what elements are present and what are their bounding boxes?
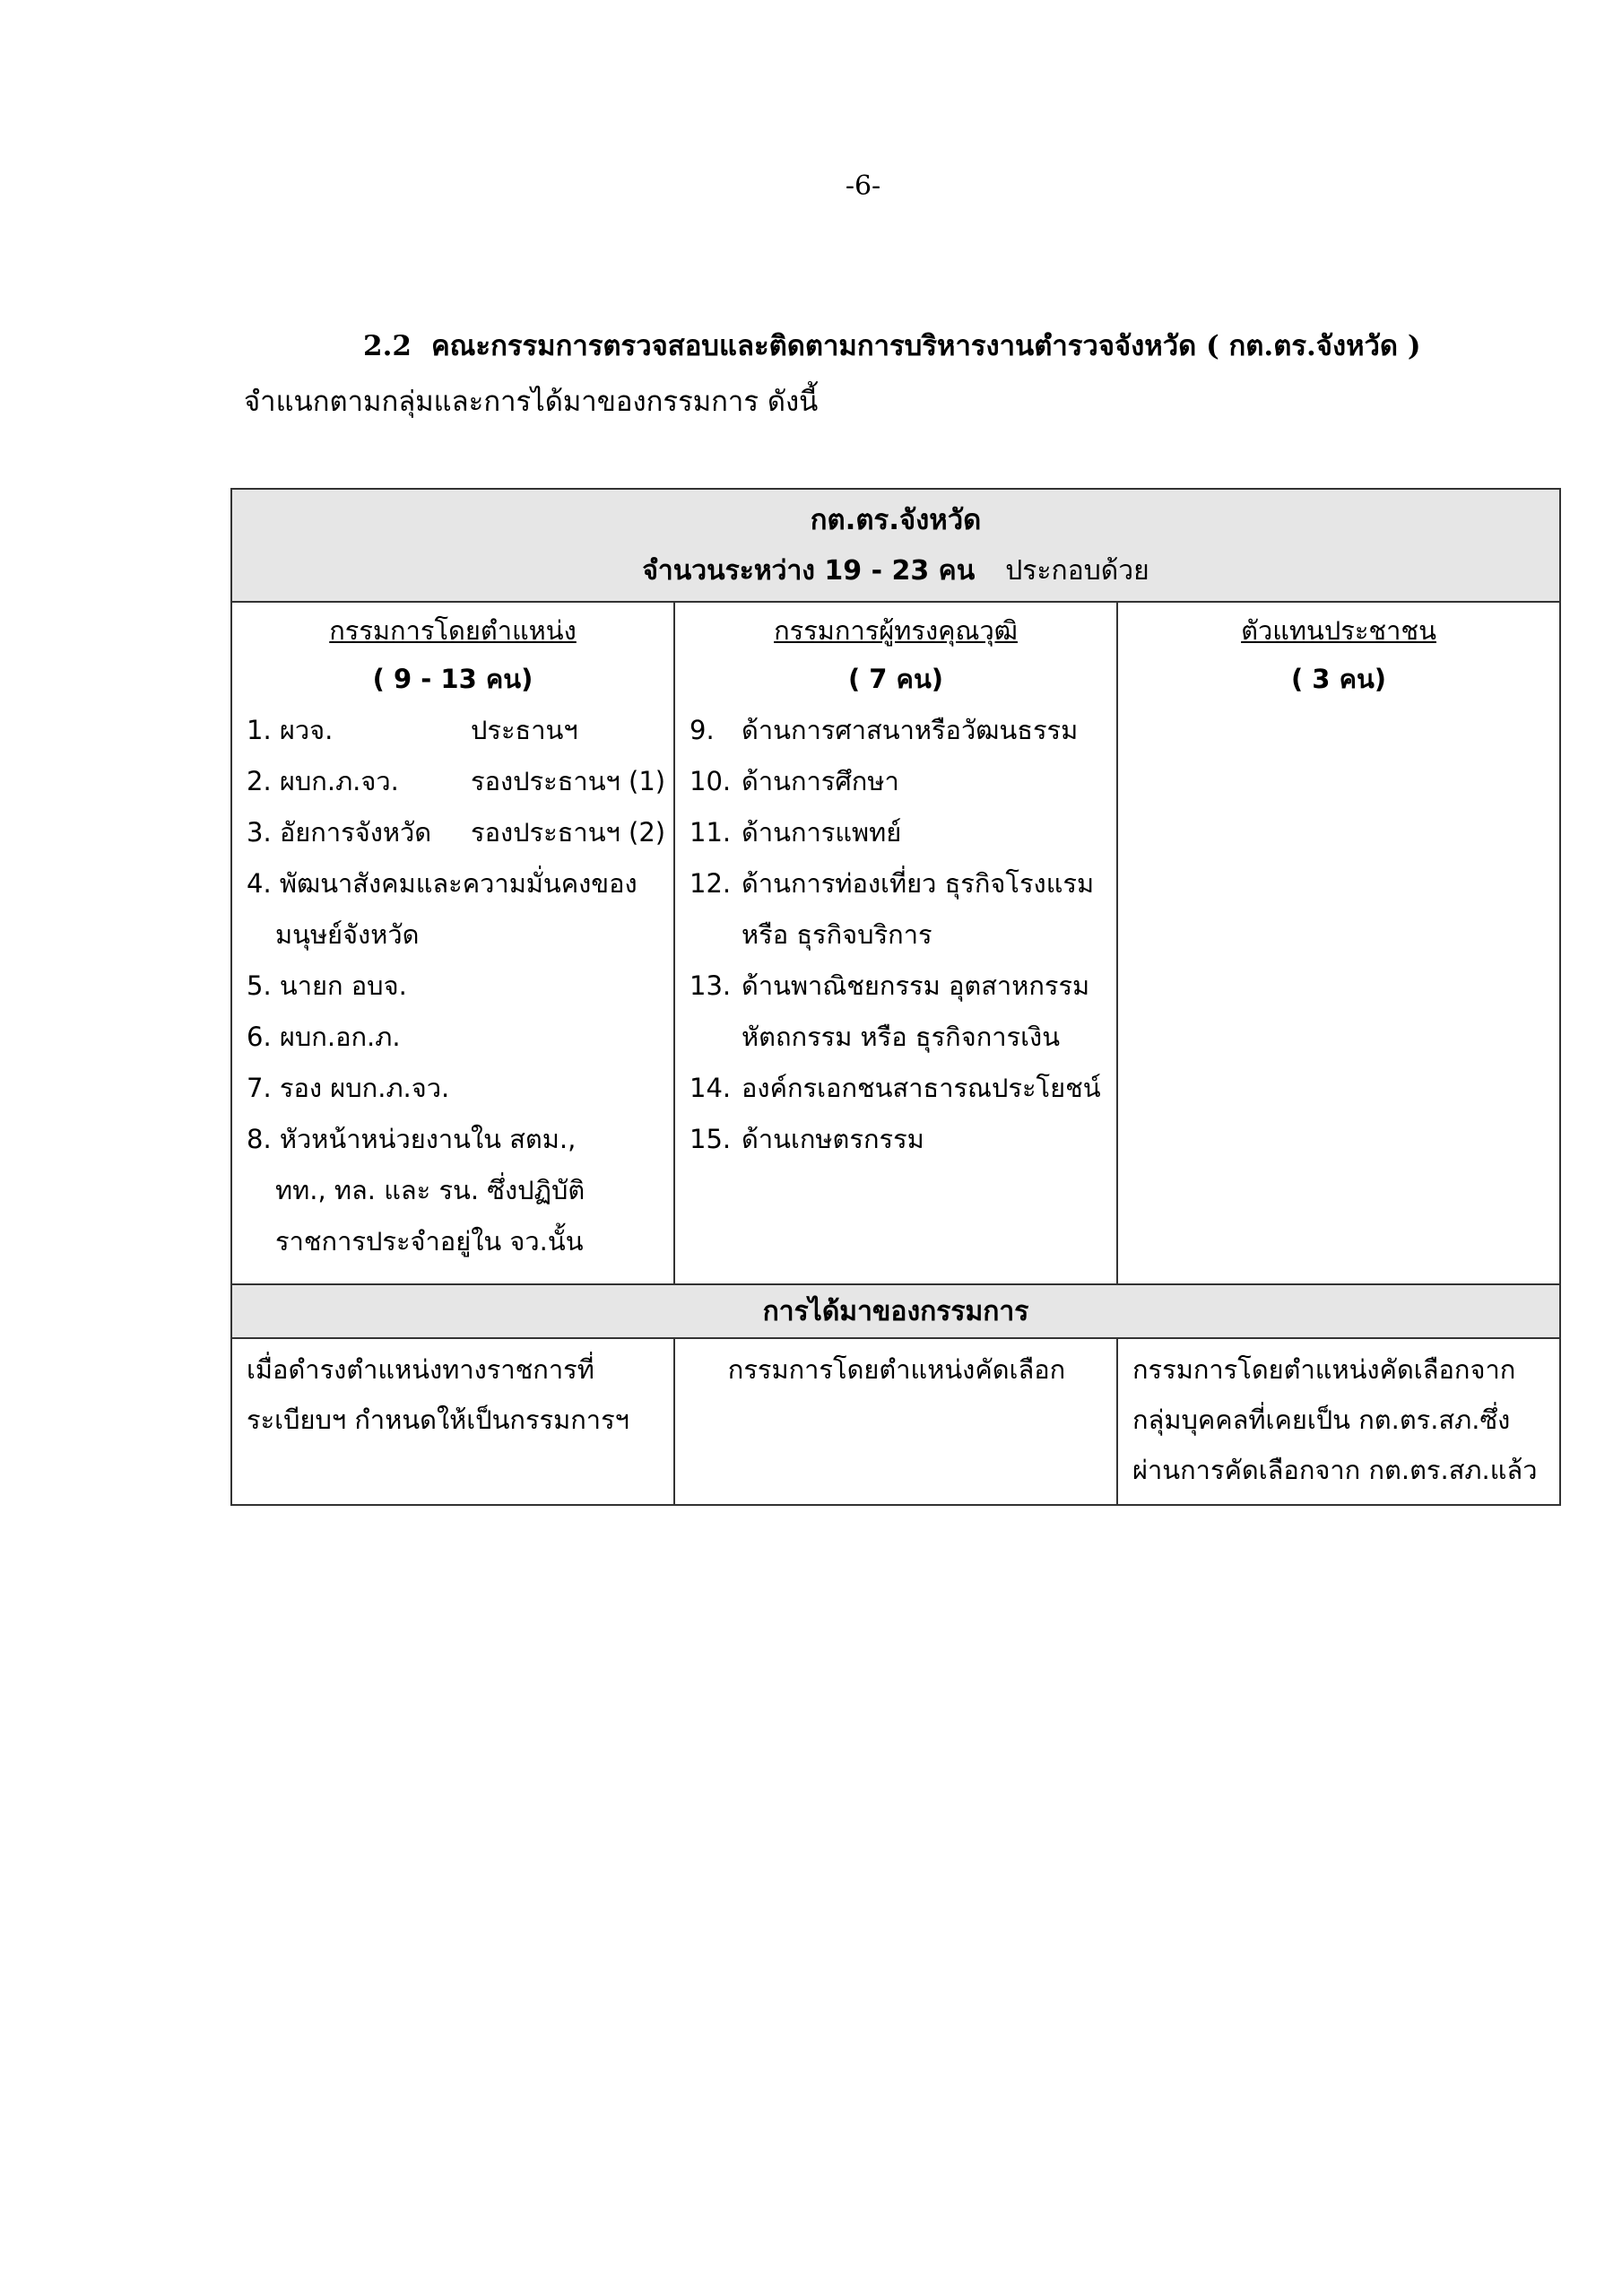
item-role: ประธานฯ (471, 715, 578, 745)
section-heading (363, 323, 1421, 368)
item-number: 1. (247, 715, 272, 745)
item-number: 14. (690, 1073, 732, 1103)
list-item (247, 1063, 673, 1114)
item-text: ด้านการท่องเที่ยว ธุรกิจโรงแรม (742, 868, 1095, 899)
list-item (247, 1114, 673, 1267)
column-header (675, 603, 1116, 705)
table-header (231, 489, 1560, 602)
column-ex-officio (231, 602, 674, 1284)
acquisition-text: กรรมการโดยตำแหน่งคัดเลือก (727, 1354, 1066, 1385)
column-qualified-experts (674, 602, 1117, 1284)
item-text: ผบก.ภ.จว. (279, 766, 399, 796)
item-number: 3. (247, 817, 272, 848)
item-number: 13. (690, 970, 732, 1001)
list-item (247, 1012, 673, 1063)
item-number: 6. (247, 1022, 272, 1052)
acquisition-text: เมื่อดำรงตำแหน่งทางราชการที่ (247, 1354, 594, 1385)
item-number: 5. (247, 970, 272, 1001)
item-text: ด้านการแพทย์ (742, 817, 902, 848)
member-count-range: จำนวนระหว่าง 19 - 23 คน (642, 555, 976, 587)
qualified-experts-list (675, 705, 1116, 1181)
list-item (247, 705, 673, 756)
list-item (247, 961, 673, 1012)
acquisition-public-representatives (1117, 1338, 1560, 1505)
list-item (690, 961, 1116, 1063)
item-number: 9. (690, 715, 715, 745)
column-header (232, 603, 673, 705)
section-number: 2.2 (363, 330, 412, 362)
member-count-suffix: ประกอบด้วย (1005, 555, 1149, 587)
acquisition-text: ผ่านการคัดเลือกจาก กต.ตร.สภ.แล้ว (1132, 1455, 1538, 1485)
acquisition-header: การได้มาของกรรมการ (231, 1284, 1560, 1338)
list-item (690, 705, 1116, 756)
item-continuation: มนุษย์จังหวัด (275, 919, 420, 950)
item-text: รอง ผบก.ภ.จว. (279, 1073, 450, 1103)
item-text: ด้านเกษตรกรรม (742, 1124, 924, 1154)
item-number: 10. (690, 766, 732, 796)
item-text: ด้านพาณิชยกรรม อุตสาหกรรม (742, 970, 1090, 1001)
item-role: รองประธานฯ (2) (471, 817, 666, 848)
acquisition-qualified-experts (674, 1338, 1117, 1505)
column-count: ( 7 คน) (847, 664, 944, 694)
page-number: -6- (845, 170, 881, 202)
column-count: ( 9 - 13 คน) (372, 664, 533, 694)
item-number: 2. (247, 766, 272, 796)
item-text: อัยการจังหวัด (279, 817, 432, 848)
column-count: ( 3 คน) (1290, 664, 1387, 694)
column-header (1118, 603, 1559, 705)
acquisition-text: ระเบียบฯ กำหนดให้เป็นกรรมการฯ (247, 1405, 629, 1435)
item-text: ผบก.อก.ภ. (279, 1022, 401, 1052)
item-text: ด้านการศึกษา (742, 766, 899, 796)
list-item (247, 756, 673, 807)
section-subtitle: จำแนกตามกลุ่มและการได้มาของกรรมการ ดังนี้ (244, 386, 819, 418)
acquisition-ex-officio (231, 1338, 674, 1505)
item-number: 11. (690, 817, 732, 848)
item-number: 15. (690, 1124, 732, 1154)
item-continuation: ราชการประจำอยู่ใน จว.นั้น (275, 1226, 584, 1257)
column-title: กรรมการผู้ทรงคุณวุฒิ (774, 615, 1018, 646)
item-text: นายก อบจ. (279, 970, 407, 1001)
item-continuation: ทท., ทล. และ รน. ซึ่งปฏิบัติ (275, 1175, 585, 1205)
ex-officio-list (232, 705, 673, 1283)
list-item (690, 858, 1116, 961)
acquisition-text: กรรมการโดยตำแหน่งคัดเลือกจาก (1132, 1354, 1516, 1385)
column-public-representatives (1117, 602, 1560, 1284)
item-text: องค์กรเอกชนสาธารณประโยชน์ (742, 1073, 1101, 1103)
item-text: ด้านการศาสนาหรือวัฒนธรรม (742, 715, 1079, 745)
column-title: กรรมการโดยตำแหน่ง (329, 615, 577, 646)
table-title: กต.ตร.จังหวัด (810, 504, 982, 536)
table-member-count (232, 546, 1559, 596)
item-continuation: หัตถกรรม หรือ ธุรกิจการเงิน (742, 1022, 1061, 1052)
section-title: คณะกรรมการตรวจสอบและติดตามการบริหารงานตำรวจจังหวัด ( กต.ตร.จังหวัด ) (430, 330, 1421, 362)
item-number: 12. (690, 868, 732, 899)
list-item (690, 756, 1116, 807)
item-text: ผวจ. (279, 715, 334, 745)
item-number: 7. (247, 1073, 272, 1103)
acquisition-text: กลุ่มบุคคลที่เคยเป็น กต.ตร.สภ.ซึ่ง (1132, 1405, 1511, 1435)
item-number: 4. (247, 868, 272, 899)
list-item (690, 1063, 1116, 1114)
item-role: รองประธานฯ (1) (471, 766, 666, 796)
list-item (247, 807, 673, 858)
list-item (690, 1114, 1116, 1165)
committee-table (230, 488, 1561, 1506)
list-item (690, 807, 1116, 858)
item-text: หัวหน้าหน่วยงานใน สตม., (279, 1124, 577, 1154)
list-item (247, 858, 673, 961)
item-number: 8. (247, 1124, 272, 1154)
item-text: พัฒนาสังคมและความมั่นคงของ (279, 868, 638, 899)
item-continuation: หรือ ธุรกิจบริการ (742, 919, 932, 950)
column-title: ตัวแทนประชาชน (1241, 615, 1436, 646)
